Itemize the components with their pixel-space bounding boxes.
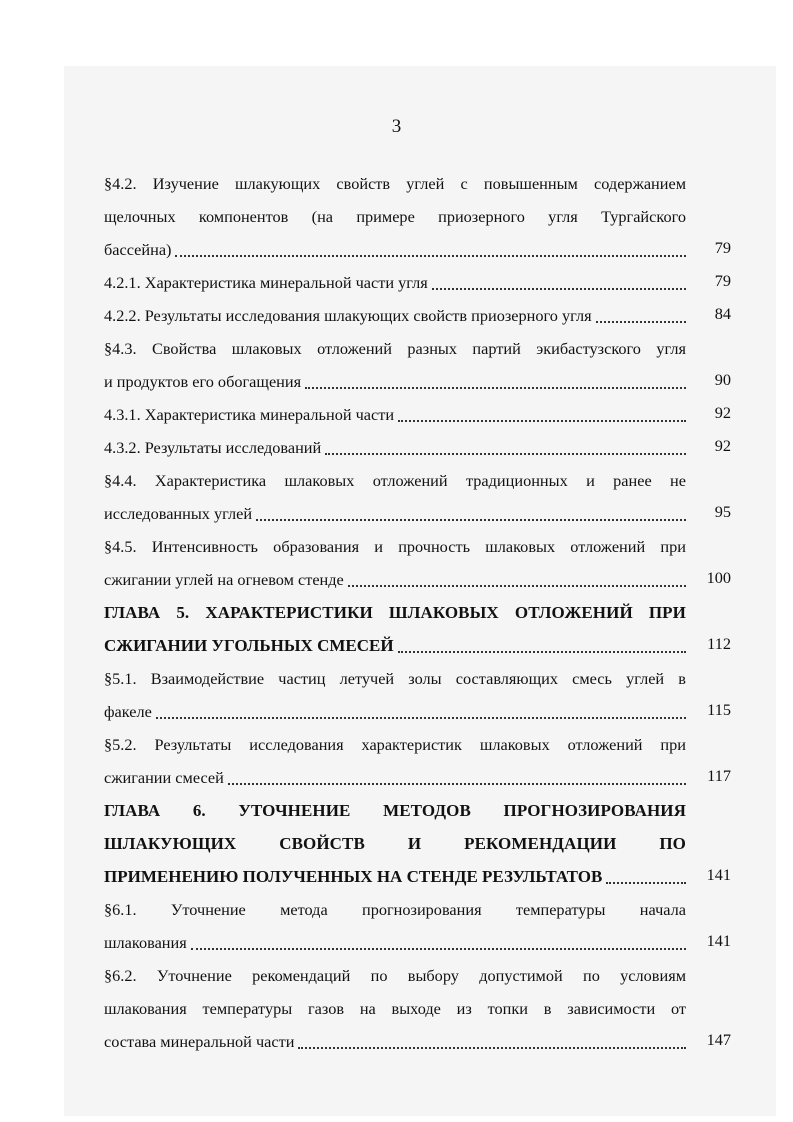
toc-entry-line: §5.1. Взаимодействие частиц летучей золы составляющих смесь углей в xyxy=(104,669,686,688)
toc-entry-text xyxy=(104,596,686,662)
toc-entry-last-line xyxy=(104,860,686,893)
toc-page-number: 79 xyxy=(714,238,731,257)
toc-entry-line: §4.2. Изучение шлакующих свойств углей с повышенным содержанием xyxy=(104,174,686,193)
toc-entry-section xyxy=(104,959,731,1058)
toc-entry-last-line xyxy=(104,761,686,794)
dot-leader xyxy=(398,632,686,653)
toc-entry-title-tail: сжигании смесей xyxy=(104,768,224,787)
toc-entry-subsection xyxy=(104,299,731,332)
toc-entry-title-tail: факеле xyxy=(104,702,152,721)
toc-entry-section xyxy=(104,893,731,959)
toc-entry-section xyxy=(104,464,731,530)
toc-page-number: 100 xyxy=(706,568,731,587)
page-number: 3 xyxy=(391,116,402,137)
toc-entry-title-tail: СЖИГАНИИ УГОЛЬНЫХ СМЕСЕЙ xyxy=(104,636,394,655)
toc-page-number: 90 xyxy=(714,370,731,389)
toc-entry-text xyxy=(104,299,686,332)
toc-entry-text xyxy=(104,728,686,794)
toc-entry-chapter xyxy=(104,794,731,893)
toc-entry-text xyxy=(104,794,686,893)
toc-entry-line: §4.5. Интенсивность образования и прочность шлаковых отложений при xyxy=(104,537,686,556)
toc-entry-section xyxy=(104,167,731,266)
toc-entry-text xyxy=(104,431,686,464)
toc-entry-title-tail: исследованных углей xyxy=(104,504,253,523)
toc-entry-last-line xyxy=(104,1025,686,1058)
toc-entry-text xyxy=(104,398,686,431)
toc-entry-title-tail: 4.2.2. Результаты исследования шлакующих свойств приозерного угля xyxy=(104,306,592,325)
toc-entry-text xyxy=(104,332,686,398)
toc-entry-line: ГЛАВА 6. УТОЧНЕНИЕ МЕТОДОВ ПРОГНОЗИРОВАНИЯ xyxy=(104,801,686,820)
dot-leader xyxy=(348,567,686,587)
dot-leader xyxy=(191,930,686,950)
toc-entry-last-line xyxy=(104,431,686,464)
toc-entry-text xyxy=(104,530,686,596)
toc-entry-last-line xyxy=(104,629,686,662)
dot-leader xyxy=(596,303,686,323)
toc-entry-line: шлакования температуры газов на выходе из топки в зависимости от xyxy=(104,999,686,1018)
toc-page-number: 147 xyxy=(706,1030,731,1049)
toc-entry-line: ШЛАКУЮЩИХ СВОЙСТВ И РЕКОМЕНДАЦИИ ПО xyxy=(104,834,686,853)
dot-leader xyxy=(228,765,686,785)
toc-entry-subsection xyxy=(104,431,731,464)
toc-entry-section xyxy=(104,530,731,596)
toc-page-number: 79 xyxy=(714,271,731,290)
toc-page-number: 84 xyxy=(714,304,731,323)
dot-leader xyxy=(398,402,686,422)
toc-entry-subsection xyxy=(104,398,731,431)
toc-page-number: 92 xyxy=(714,436,731,455)
toc-entry-line: §4.3. Свойства шлаковых отложений разных партий экибастузского угля xyxy=(104,339,686,358)
toc-entry-line: ГЛАВА 5. ХАРАКТЕРИСТИКИ ШЛАКОВЫХ ОТЛОЖЕНИЙ ПРИ xyxy=(104,603,686,622)
toc-entry-last-line xyxy=(104,299,686,332)
toc-entry-text xyxy=(104,662,686,728)
dot-leader xyxy=(432,270,686,290)
toc-page-number: 92 xyxy=(714,403,731,422)
dot-leader xyxy=(305,369,686,389)
toc-entry-title-tail: состава минеральной части xyxy=(104,1032,295,1051)
toc-entry-section xyxy=(104,662,731,728)
dot-leader xyxy=(325,435,686,455)
toc-entry-title-tail: шлакования xyxy=(104,933,187,952)
toc-entry-line: §6.1. Уточнение метода прогнозирования температуры начала xyxy=(104,900,686,919)
toc-entry-last-line xyxy=(104,497,686,530)
dot-leader xyxy=(606,863,686,884)
toc-page-number: 115 xyxy=(707,700,731,719)
toc-entry-title-tail: 4.3.1. Характеристика минеральной части xyxy=(104,405,395,424)
toc-entry-last-line xyxy=(104,563,686,596)
table-of-contents xyxy=(104,167,731,1058)
toc-entry-title-tail: бассейна) xyxy=(104,240,172,259)
toc-entry-section xyxy=(104,728,731,794)
dot-leader xyxy=(175,237,686,257)
toc-entry-text xyxy=(104,464,686,530)
toc-entry-title-tail: ПРИМЕНЕНИЮ ПОЛУЧЕННЫХ НА СТЕНДЕ РЕЗУЛЬТАТОВ xyxy=(104,867,603,886)
toc-entry-last-line xyxy=(104,695,686,728)
toc-entry-text xyxy=(104,167,686,266)
toc-entry-section xyxy=(104,332,731,398)
toc-page-number: 117 xyxy=(707,766,731,785)
toc-entry-last-line xyxy=(104,266,686,299)
toc-entry-last-line xyxy=(104,926,686,959)
toc-entry-text xyxy=(104,266,686,299)
toc-entry-subsection xyxy=(104,266,731,299)
toc-entry-chapter xyxy=(104,596,731,662)
toc-entry-text xyxy=(104,959,686,1058)
toc-entry-line: §5.2. Результаты исследования характеристик шлаковых отложений при xyxy=(104,735,686,754)
toc-entry-text xyxy=(104,893,686,959)
toc-page-number: 141 xyxy=(706,931,731,950)
toc-page-number: 141 xyxy=(706,865,731,884)
dot-leader xyxy=(298,1029,686,1049)
dot-leader xyxy=(156,699,686,719)
toc-page-number: 112 xyxy=(707,634,731,653)
toc-page-number: 95 xyxy=(714,502,731,521)
toc-entry-last-line xyxy=(104,365,686,398)
toc-entry-line: §4.4. Характеристика шлаковых отложений традиционных и ранее не xyxy=(104,471,686,490)
toc-entry-line: §6.2. Уточнение рекомендаций по выбору допустимой по условиям xyxy=(104,966,686,985)
toc-entry-last-line xyxy=(104,233,686,266)
toc-entry-title-tail: и продуктов его обогащения xyxy=(104,372,302,391)
toc-entry-title-tail: 4.2.1. Характеристика минеральной части угля xyxy=(104,273,428,292)
toc-entry-title-tail: 4.3.2. Результаты исследований xyxy=(104,438,322,457)
toc-entry-line: щелочных компонентов (на примере приозерного угля Тургайского xyxy=(104,207,686,226)
toc-entry-title-tail: сжигании углей на огневом стенде xyxy=(104,570,344,589)
toc-entry-last-line xyxy=(104,398,686,431)
dot-leader xyxy=(256,501,686,521)
